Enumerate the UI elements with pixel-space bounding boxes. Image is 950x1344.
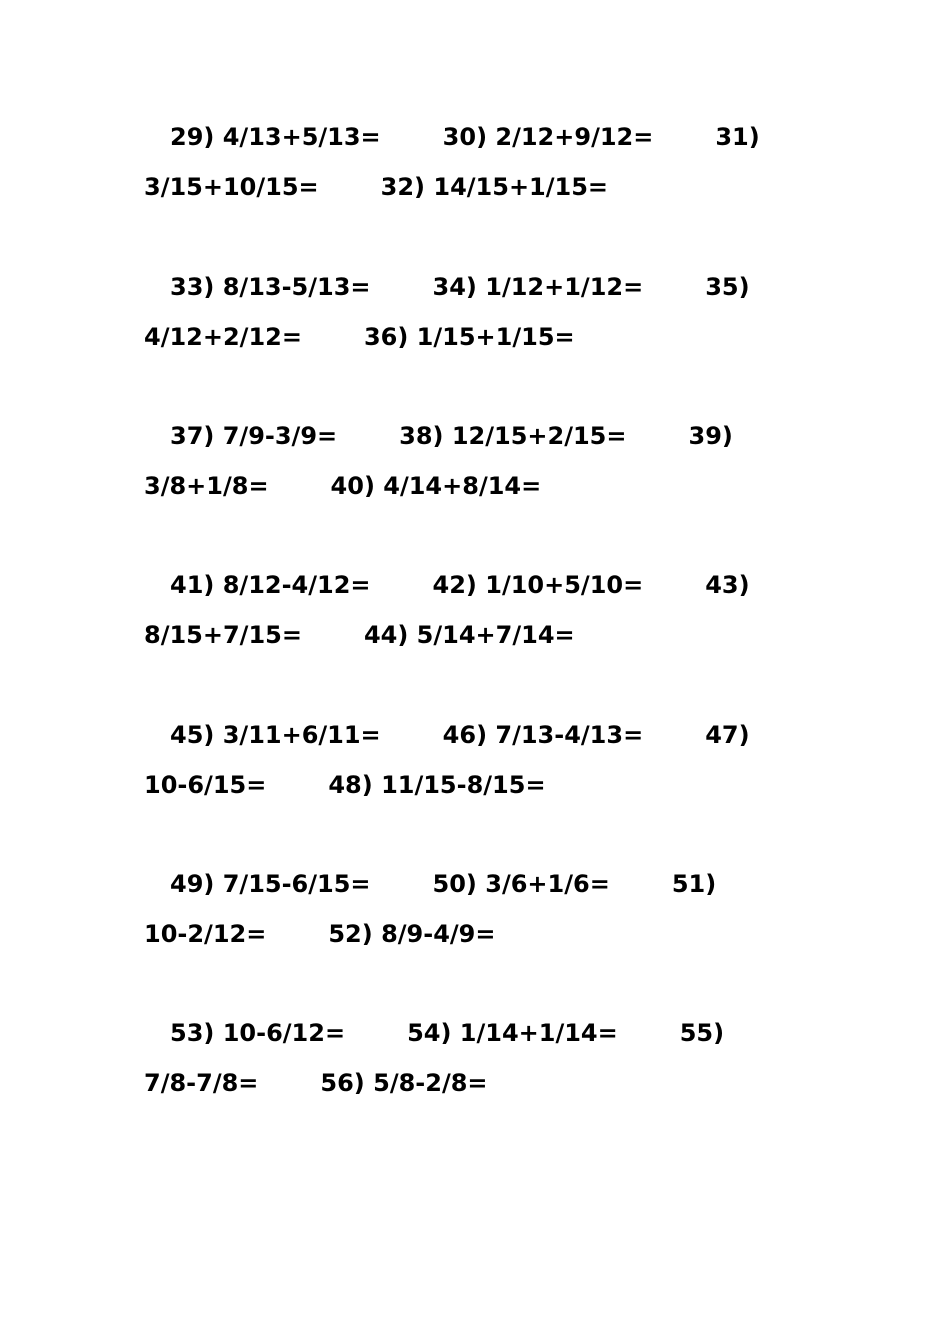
problem-55-expression: 7/8-7/8= (144, 1069, 259, 1097)
problem-55-number: 55) (679, 1019, 725, 1047)
problem-45: 45) 3/11+6/11= (170, 721, 381, 749)
problem-35-number: 35) (705, 273, 750, 301)
problem-line (144, 919, 495, 949)
problem-48: 48) 11/15-8/15= (328, 771, 546, 799)
problem-38: 38) 12/15+2/15= (399, 422, 627, 450)
problem-46: 46) 7/13-4/13= (442, 721, 644, 749)
problem-54: 54) 1/14+1/14= (407, 1019, 618, 1047)
problem-44: 44) 5/14+7/14= (363, 621, 575, 649)
problem-line (144, 172, 608, 202)
problem-51-number: 51) (671, 870, 717, 898)
problem-36: 36) 1/15+1/15= (363, 323, 575, 351)
problem-50: 50) 3/6+1/6= (432, 870, 610, 898)
problem-52: 52) 8/9-4/9= (328, 920, 496, 948)
problem-30: 30) 2/12+9/12= (442, 123, 654, 151)
problem-47-expression: 10-6/15= (144, 771, 267, 799)
problem-34: 34) 1/12+1/12= (432, 273, 644, 301)
problem-line (144, 770, 546, 800)
problem-42: 42) 1/10+5/10= (432, 571, 644, 599)
problem-43-number: 43) (705, 571, 750, 599)
problem-line (144, 471, 541, 501)
problem-line (144, 1068, 488, 1098)
problem-51-expression: 10-2/12= (144, 920, 267, 948)
problem-line (170, 421, 733, 451)
problem-33: 33) 8/13-5/13= (170, 273, 371, 301)
problem-41: 41) 8/12-4/12= (170, 571, 371, 599)
problem-40: 40) 4/14+8/14= (330, 472, 542, 500)
problem-39-number: 39) (688, 422, 733, 450)
problem-37: 37) 7/9-3/9= (170, 422, 338, 450)
problem-32: 32) 14/15+1/15= (380, 173, 609, 201)
problem-43-expression: 8/15+7/15= (144, 621, 302, 649)
problem-49: 49) 7/15-6/15= (170, 870, 371, 898)
problem-39-expression: 3/8+1/8= (144, 472, 269, 500)
problem-line (144, 620, 575, 650)
problem-31-expression: 3/15+10/15= (144, 173, 319, 201)
problem-line (170, 122, 760, 152)
problem-line (170, 272, 750, 302)
problem-line (170, 869, 716, 899)
problem-47-number: 47) (705, 721, 750, 749)
problem-35-expression: 4/12+2/12= (144, 323, 302, 351)
problem-line (170, 570, 750, 600)
problem-line (170, 1018, 724, 1048)
problem-53: 53) 10-6/12= (170, 1019, 346, 1047)
problem-line (170, 720, 750, 750)
problem-56: 56) 5/8-2/8= (320, 1069, 488, 1097)
problem-31-number: 31) (715, 123, 760, 151)
problem-29: 29) 4/13+5/13= (170, 123, 381, 151)
problem-line (144, 322, 575, 352)
